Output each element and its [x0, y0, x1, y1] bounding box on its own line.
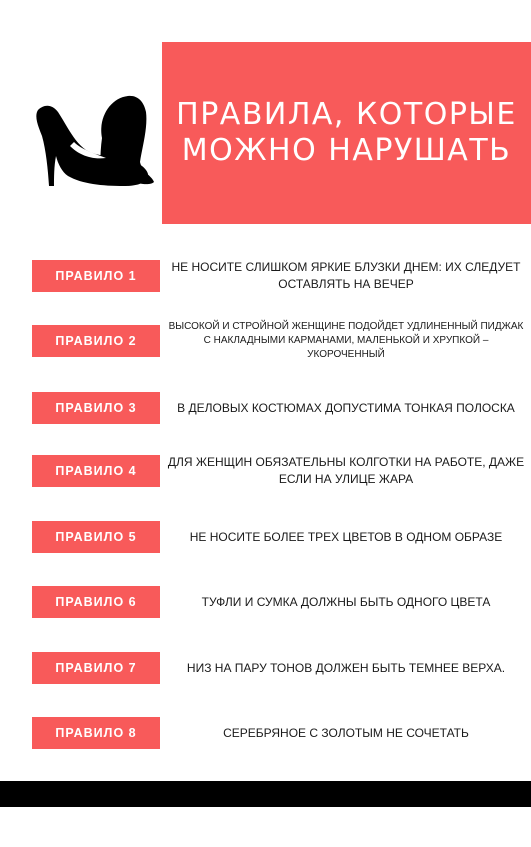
title-banner [162, 42, 531, 224]
rule-badge: ПРАВИЛО 7 [32, 652, 160, 684]
rule-text: ВЫСОКОЙ И СТРОЙНОЙ ЖЕНЩИНЕ ПОДОЙДЕТ УДЛИНЕННЫЙ ПИДЖАК С НАКЛАДНЫМИ КАРМАНАМИ, МАЛЕНЬКОЙ И ХРУПКОЙ – УКОРОЧЕННЫЙ [168, 321, 524, 360]
high-heel-shoe-icon [30, 92, 160, 192]
rule-badge: ПРАВИЛО 4 [32, 455, 160, 487]
rule-text: ДЛЯ ЖЕНЩИН ОБЯЗАТЕЛЬНЫ КОЛГОТКИ НА РАБОТЕ, ДАЖЕ ЕСЛИ НА УЛИЦЕ ЖАРА [167, 455, 525, 486]
rule-text: ТУФЛИ И СУМКА ДОЛЖНЫ БЫТЬ ОДНОГО ЦВЕТА [201, 594, 491, 609]
rule-row [0, 648, 531, 688]
rule-text: НЕ НОСИТЕ БОЛЕЕ ТРЕХ ЦВЕТОВ В ОДНОМ ОБРАЗЕ [189, 529, 503, 544]
rule-row [0, 388, 531, 428]
rule-badge: ПРАВИЛО 1 [32, 260, 160, 292]
rule-row [0, 256, 531, 296]
footer-bar [0, 781, 531, 807]
rule-badge: ПРАВИЛО 3 [32, 392, 160, 424]
rule-row [0, 582, 531, 622]
rule-badge: ПРАВИЛО 6 [32, 586, 160, 618]
rule-badge: ПРАВИЛО 2 [32, 325, 160, 357]
rule-text: СЕРЕБРЯНОЕ С ЗОЛОТЫМ НЕ СОЧЕТАТЬ [223, 725, 469, 740]
rule-row [0, 451, 531, 491]
rule-text: НЕ НОСИТЕ СЛИШКОМ ЯРКИЕ БЛУЗКИ ДНЕМ: ИХ СЛЕДУЕТ ОСТАВЛЯТЬ НА ВЕЧЕР [171, 260, 521, 291]
page-title-line-2: МОЖНО НАРУШАТЬ [181, 133, 512, 168]
rule-text: В ДЕЛОВЫХ КОСТЮМАХ ДОПУСТИМА ТОНКАЯ ПОЛОСКА [177, 400, 515, 415]
rule-badge: ПРАВИЛО 8 [32, 717, 160, 749]
rule-row [0, 321, 531, 361]
page-title-line-1: ПРАВИЛА, КОТОРЫЕ [176, 97, 517, 132]
rule-text: НИЗ НА ПАРУ ТОНОВ ДОЛЖЕН БЫТЬ ТЕМНЕЕ ВЕРХА. [186, 660, 506, 675]
rule-badge: ПРАВИЛО 5 [32, 521, 160, 553]
rule-row [0, 713, 531, 753]
rule-row [0, 517, 531, 557]
